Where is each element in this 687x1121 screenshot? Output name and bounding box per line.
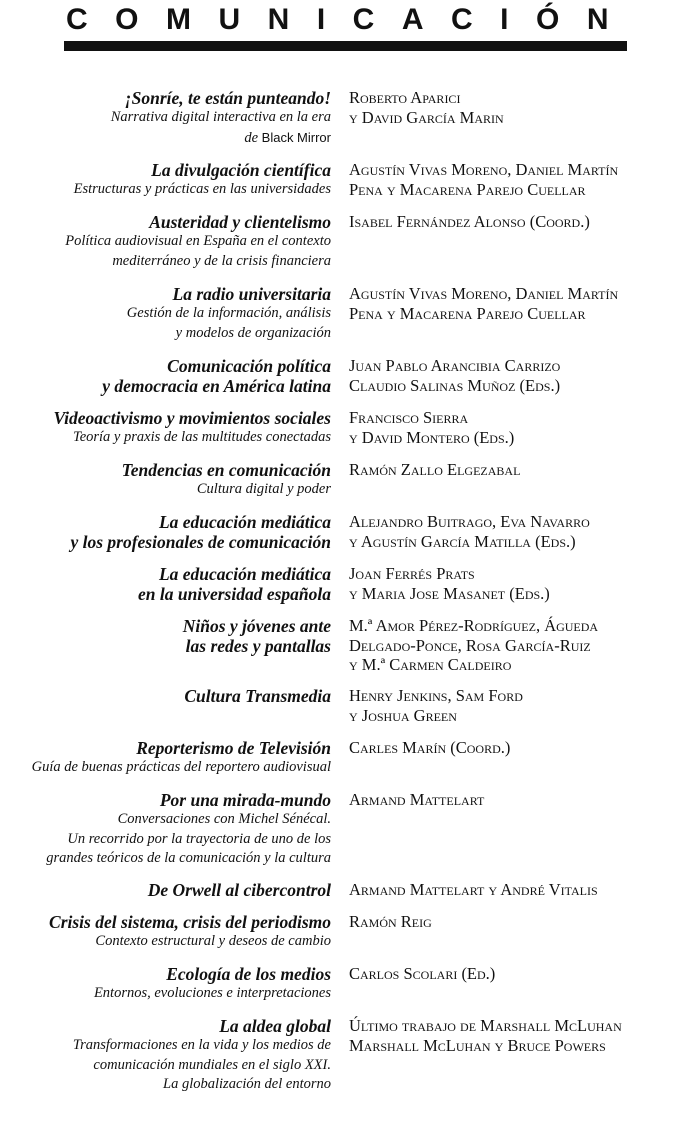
book-title: Tendencias en comunicación: [121, 460, 331, 480]
book-title: Por una mirada-mundo: [159, 790, 331, 810]
book-title-block: [0, 160, 331, 200]
book-subtitle: La globalización del entorno: [163, 1076, 331, 1092]
book-title: La radio universitaria: [172, 284, 331, 304]
book-title: Reporterismo de Televisión: [136, 738, 331, 758]
book-subtitle: y modelos de organización: [175, 324, 331, 341]
book-title-block: [0, 1016, 331, 1095]
book-title: Videoactivismo y movimientos sociales: [53, 408, 331, 428]
author-line: y Agustín García Matilla (Eds.): [349, 531, 576, 551]
book-authors: [349, 880, 679, 900]
book-authors: [349, 88, 679, 127]
author-line: M.ª Amor Pérez-Rodríguez, Águeda: [349, 616, 599, 635]
author-line: Francisco Sierra: [349, 408, 469, 427]
book-title-block: [0, 738, 331, 778]
book-title: Ecología de los medios: [166, 964, 331, 984]
book-subtitle: Estructuras y prácticas en las universidades: [73, 181, 331, 197]
author-line: Pena y Macarena Parejo Cuellar: [349, 303, 586, 323]
author-line: Ramón Reig: [349, 912, 432, 931]
book-authors: [349, 460, 679, 480]
book-title-block: [0, 284, 331, 343]
section-title: COMUNICACIÓN: [66, 3, 636, 36]
book-title: La divulgación científica: [151, 160, 331, 180]
author-line: Claudio Salinas Muñoz (Eds.): [349, 375, 561, 395]
author-line: Delgado-Ponce, Rosa García-Ruiz: [349, 635, 591, 655]
author-line: Armand Mattelart: [349, 790, 485, 809]
book-title: Crisis del sistema, crisis del periodismo: [49, 912, 331, 932]
book-subtitle: Entornos, evoluciones e interpretaciones: [93, 985, 331, 1001]
book-title-block: [0, 512, 331, 552]
book-subtitle: Teoría y praxis de las multitudes conectadas: [72, 429, 331, 445]
book-subtitle: de Black Mirror: [244, 129, 331, 146]
author-line: Agustín Vivas Moreno, Daniel Martín: [349, 284, 619, 303]
author-line: Roberto Aparici: [349, 88, 461, 107]
author-line: Marshall McLuhan y Bruce Powers: [349, 1035, 606, 1055]
book-title: La educación mediática: [158, 564, 331, 584]
book-subtitle: mediterráneo y de la crisis financiera: [112, 252, 331, 269]
book-title: La aldea global: [219, 1016, 331, 1036]
book-title-block: [0, 790, 331, 869]
book-title: en la universidad española: [137, 584, 331, 604]
author-line: Juan Pablo Arancibia Carrizo: [349, 356, 561, 375]
book-authors: [349, 964, 679, 984]
book-title-block: [0, 912, 331, 952]
book-subtitle: Conversaciones con Michel Sénécal.: [117, 811, 331, 827]
header-rule: [64, 41, 627, 51]
author-line: y Joshua Green: [349, 705, 457, 725]
author-line: Isabel Fernández Alonso (Coord.): [349, 212, 590, 231]
book-title-block: [0, 212, 331, 271]
book-authors: [349, 284, 679, 323]
book-authors: [349, 616, 679, 675]
book-title-block: [0, 88, 331, 148]
book-title: Comunicación política: [167, 356, 331, 376]
author-line: Ramón Zallo Elgezabal: [349, 460, 521, 479]
author-line: Alejandro Buitrago, Eva Navarro: [349, 512, 590, 531]
book-title-block: [0, 460, 331, 500]
book-title: y los profesionales de comunicación: [70, 532, 331, 552]
author-line: Henry Jenkins, Sam Ford: [349, 686, 523, 705]
book-title: De Orwell al cibercontrol: [147, 880, 331, 900]
book-subtitle: Un recorrido por la trayectoria de uno de los: [67, 830, 331, 847]
series-name: Black Mirror: [261, 129, 331, 145]
author-line: Pena y Macarena Parejo Cuellar: [349, 179, 586, 199]
book-authors: [349, 1016, 679, 1055]
author-line: Armand Mattelart y André Vitalis: [349, 880, 598, 899]
author-line: y David García Marin: [349, 107, 504, 127]
book-title-block: [0, 616, 331, 656]
book-subtitle: Cultura digital y poder: [196, 481, 331, 497]
page-header: [0, 0, 687, 60]
book-authors: [349, 564, 679, 603]
book-authors: [349, 160, 679, 199]
author-line: Joan Ferrés Prats: [349, 564, 475, 583]
book-title-block: [0, 880, 331, 900]
book-authors: [349, 790, 679, 810]
book-title-block: [0, 408, 331, 448]
book-authors: [349, 738, 679, 758]
book-title: Niños y jóvenes ante: [182, 616, 331, 636]
book-title-block: [0, 564, 331, 604]
book-subtitle: comunicación mundiales en el siglo XXI.: [93, 1056, 331, 1073]
book-title: y democracia en América latina: [102, 376, 331, 396]
book-title: las redes y pantallas: [185, 636, 331, 656]
author-line: y M.ª Carmen Caldeiro: [349, 655, 512, 674]
book-authors: [349, 912, 679, 932]
author-line: y David Montero (Eds.): [349, 427, 515, 447]
book-authors: [349, 512, 679, 551]
book-authors: [349, 408, 679, 447]
author-line: Carlos Scolari (Ed.): [349, 964, 496, 983]
book-subtitle: Gestión de la información, análisis: [126, 305, 331, 321]
book-title: La educación mediática: [158, 512, 331, 532]
book-subtitle: Transformaciones en la vida y los medios de: [72, 1037, 331, 1053]
book-title-block: [0, 964, 331, 1004]
book-authors: [349, 356, 679, 395]
book-title: Cultura Transmedia: [184, 686, 331, 706]
book-title: ¡Sonríe, te están punteando!: [124, 88, 331, 108]
book-authors: [349, 212, 679, 232]
book-title-block: [0, 356, 331, 396]
book-subtitle: Narrativa digital interactiva en la era: [110, 109, 331, 125]
author-line: Carles Marín (Coord.): [349, 738, 511, 757]
book-title-block: [0, 686, 331, 706]
book-subtitle: Política audiovisual en España en el contexto: [65, 233, 331, 249]
book-title: Austeridad y clientelismo: [149, 212, 331, 232]
book-subtitle: Guía de buenas prácticas del reportero audiovisual: [31, 759, 331, 775]
book-authors: [349, 686, 679, 725]
book-subtitle: Contexto estructural y deseos de cambio: [95, 933, 331, 949]
book-subtitle: grandes teóricos de la comunicación y la cultura: [46, 850, 331, 866]
author-line: Agustín Vivas Moreno, Daniel Martín: [349, 160, 619, 179]
author-line: Último trabajo de Marshall McLuhan: [349, 1016, 622, 1035]
author-line: y Maria Jose Masanet (Eds.): [349, 583, 550, 603]
